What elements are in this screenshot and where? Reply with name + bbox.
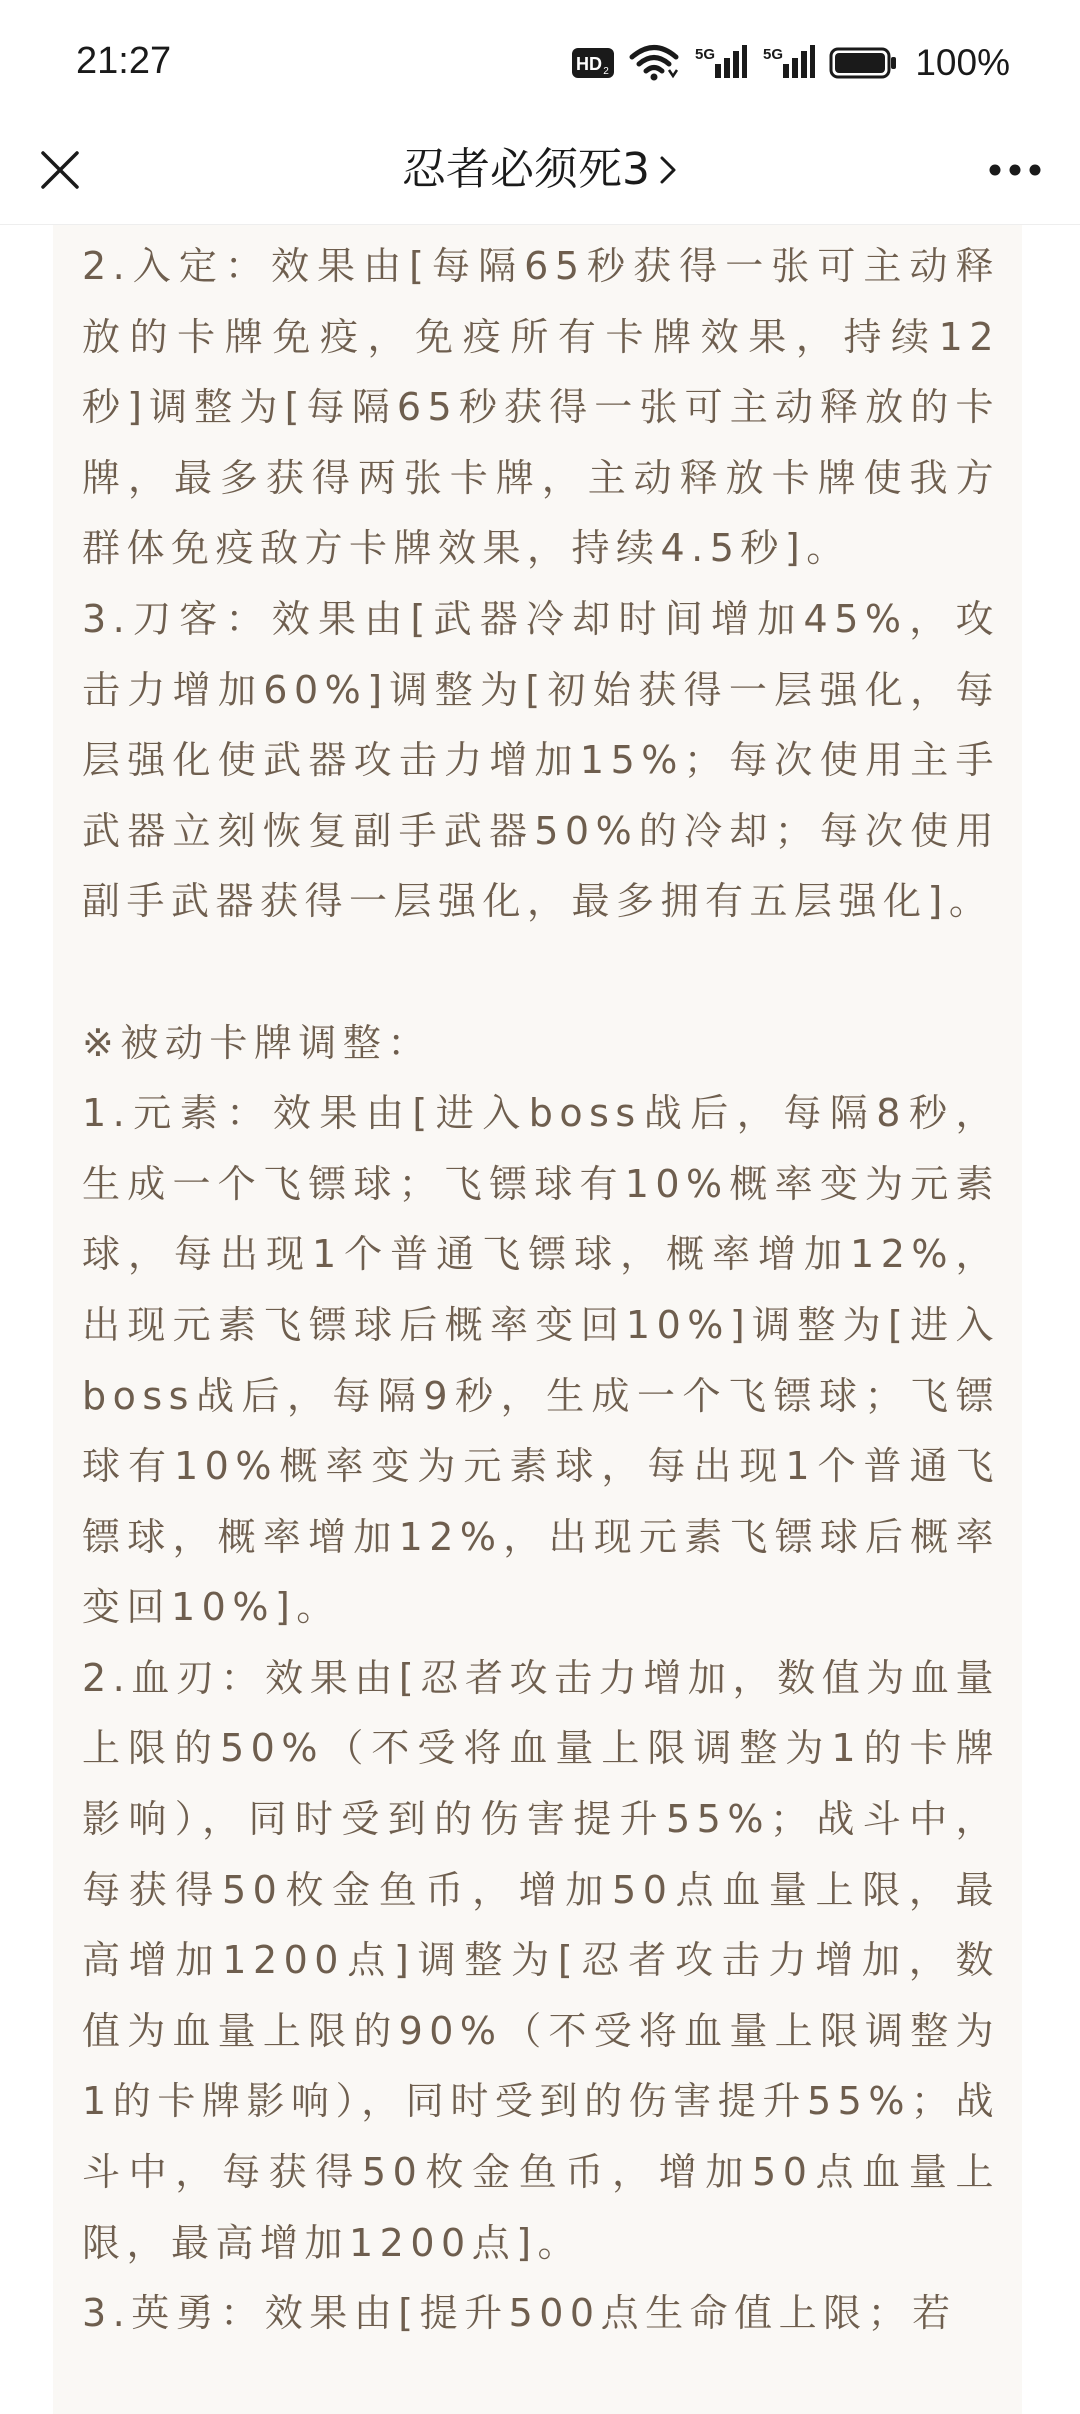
signal-5g-icon-2 (761, 44, 815, 82)
svg-text:2: 2 (603, 66, 610, 77)
signal-5g-icon-1 (693, 44, 747, 82)
signal-2-label: 5G (763, 46, 784, 63)
blank-line (82, 937, 1000, 1008)
nav-title-container[interactable] (0, 140, 1080, 200)
paragraph-xueren: 2.血刃：效果由[忍者攻击力增加，数值为血量上限的50%（不受将血量上限调整为1的卡牌影响），同时受到的伤害提升55%；战斗中，每获得50枚金鱼币，增加50点血量上限，最高增加1200点]调整为[忍者攻击力增加，数值为血量上限的90%（不受将血量上限调整为1的卡牌影响），同时受到的伤害提升55%；战斗中，每获得50枚金鱼币，增加50点血量上限，最高增加1200点]。 (82, 1655, 1000, 2265)
nav-bar (0, 118, 1080, 225)
section-heading-passive-cards: ※被动卡牌调整： (82, 1020, 432, 1065)
signal-1-label: 5G (695, 46, 716, 63)
status-icons (571, 42, 1010, 84)
page-title[interactable]: 忍者必须死3 (402, 144, 650, 195)
status-time: 21:27 (76, 40, 172, 82)
article-scroll-area[interactable] (0, 225, 1080, 2414)
hd-badge-text: HD (576, 54, 603, 74)
paragraph-yuansu: 1.元素：效果由[进入boss战后，每隔8秒，生成一个飞镖球；飞镖球有10%概率变为元素球，每出现1个普通飞镖球，概率增加12%，出现元素飞镖球后概率变回10%]调整为[进入boss战后，每隔9秒，生成一个飞镖球；飞镖球有10%概率变为元素球，每出现1个普通飞镖球，概率增加12%，出现元素飞镖球后概率变回10%]。 (82, 1091, 1000, 1630)
paragraph-ruding: 2.入定：效果由[每隔65秒获得一张可主动释放的卡牌免疫，免疫所有卡牌效果，持续12秒]调整为[每隔65秒获得一张可主动释放的卡牌，最多获得两张卡牌，主动释放卡牌使我方群体免疫敌方卡牌效果，持续4.5秒]。 (82, 244, 1000, 571)
battery-percent: 100% (915, 42, 1010, 83)
more-button[interactable] (980, 140, 1050, 200)
hd-icon (571, 46, 615, 80)
wifi-icon (629, 44, 679, 82)
status-bar (0, 0, 1080, 118)
article-body (82, 231, 1000, 2349)
paragraph-yingyong: 3.英勇：效果由[提升500点生命值上限；若 (82, 2291, 957, 2336)
chevron-right-icon (658, 154, 678, 186)
battery-icon (829, 46, 897, 80)
paragraph-daoke: 3.刀客：效果由[武器冷却时间增加45%，攻击力增加60%]调整为[初始获得一层强化，每层强化使武器攻击力增加15%；每次使用主手武器立刻恢复副手武器50%的冷却；每次使用副手武器获得一层强化，最多拥有五层强化]。 (82, 596, 1000, 924)
more-icon (988, 163, 1042, 177)
